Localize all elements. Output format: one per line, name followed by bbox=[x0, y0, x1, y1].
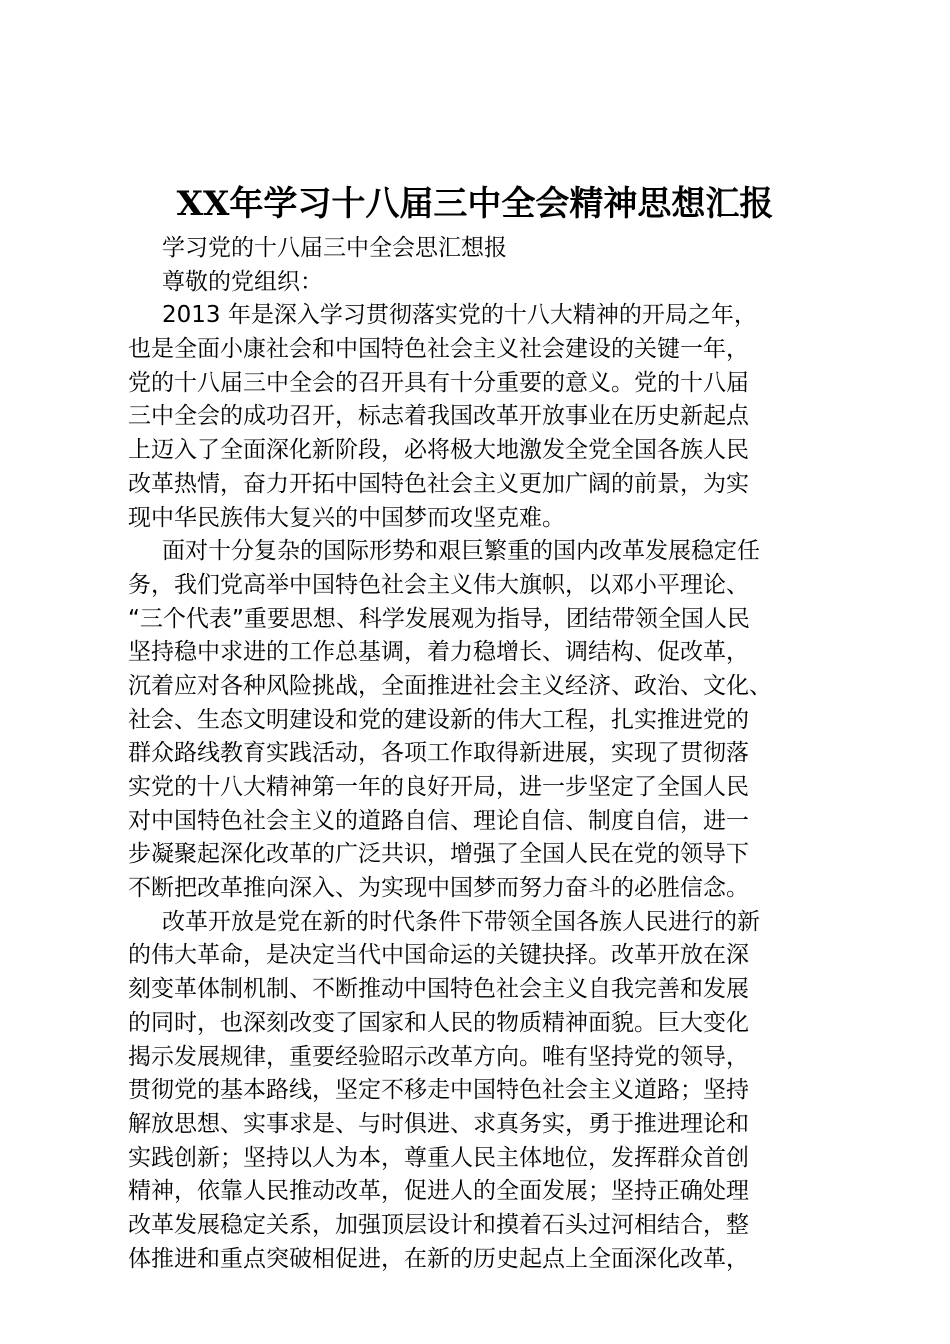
body-line: 实践创新；坚持以人为本，尊重人民主体地位，发挥群众首创 bbox=[128, 1144, 749, 1171]
body-line: 步凝聚起深化改革的广泛共识，增强了全国人民在党的领导下 bbox=[128, 841, 749, 868]
body-line: 不断把改革推向深入、为实现中国梦而努力奋斗的必胜信念。 bbox=[128, 875, 749, 902]
body-line: 社会、生态文明建设和党的建设新的伟大工程，扎实推进党的 bbox=[128, 706, 749, 733]
document-title: XX年学习十八届三中全会精神思想汇报 bbox=[176, 184, 774, 224]
body-line: 的同时，也深刻改变了国家和人民的物质精神面貌。巨大变化 bbox=[128, 1009, 749, 1036]
document-body bbox=[128, 232, 848, 1276]
body-line: “三个代表”重要思想、科学发展观为指导，团结带领全国人民 bbox=[128, 605, 750, 632]
body-line: 对中国特色社会主义的道路自信、理论自信、制度自信，进一 bbox=[128, 807, 749, 834]
body-line: 精神，依靠人民推动改革，促进人的全面发展；坚持正确处理 bbox=[128, 1178, 749, 1205]
body-line: 务，我们党高举中国特色社会主义伟大旗帜，以邓小平理论、 bbox=[128, 571, 749, 598]
body-line: 面对十分复杂的国际形势和艰巨繁重的国内改革发展稳定任 bbox=[162, 538, 760, 565]
body-line: 揭示发展规律，重要经验昭示改革方向。唯有坚持党的领导， bbox=[128, 1043, 749, 1070]
body-line: 2013 年是深入学习贯彻落实党的十八大精神的开局之年， bbox=[162, 302, 757, 329]
body-line: 体推进和重点突破相促进，在新的历史起点上全面深化改革， bbox=[128, 1245, 749, 1272]
body-line: 改革开放是党在新的时代条件下带领全国各族人民进行的新 bbox=[162, 908, 760, 935]
body-line: 三中全会的成功召开，标志着我国改革开放事业在历史新起点 bbox=[128, 403, 749, 430]
body-line: 沉着应对各种风险挑战，全面推进社会主义经济、政治、文化、 bbox=[128, 672, 772, 699]
body-line: 党的十八届三中全会的召开具有十分重要的意义。党的十八届 bbox=[128, 369, 749, 396]
body-line: 上迈入了全面深化新阶段，必将极大地激发全党全国各族人民 bbox=[128, 437, 749, 464]
body-line: 也是全面小康社会和中国特色社会主义社会建设的关键一年， bbox=[128, 336, 749, 363]
body-line: 刻变革体制机制、不断推动中国特色社会主义自我完善和发展 bbox=[128, 976, 749, 1003]
body-line: 现中华民族伟大复兴的中国梦而攻坚克难。 bbox=[128, 504, 565, 531]
body-line: 实党的十八大精神第一年的良好开局，进一步坚定了全国人民 bbox=[128, 774, 749, 800]
body-line: 贯彻党的基本路线，坚定不移走中国特色社会主义道路；坚持 bbox=[128, 1077, 749, 1104]
body-line: 改革发展稳定关系，加强顶层设计和摸着石头过河相结合，整 bbox=[128, 1211, 749, 1238]
body-line: 解放思想、实事求是、与时俱进、求真务实，勇于推进理论和 bbox=[128, 1110, 749, 1137]
body-line: 坚持稳中求进的工作总基调，着力稳增长、调结构、促改革， bbox=[128, 639, 749, 666]
body-line: 群众路线教育实践活动，各项工作取得新进展，实现了贯彻落 bbox=[128, 740, 749, 767]
body-line: 改革热情，奋力开拓中国特色社会主义更加广阔的前景，为实 bbox=[128, 470, 749, 497]
body-line: 尊敬的党组织： bbox=[162, 268, 323, 295]
body-line: 的伟大革命，是决定当代中国命运的关键抉择。改革开放在深 bbox=[128, 942, 749, 969]
body-line: 学习党的十八届三中全会思汇想报 bbox=[162, 235, 507, 261]
